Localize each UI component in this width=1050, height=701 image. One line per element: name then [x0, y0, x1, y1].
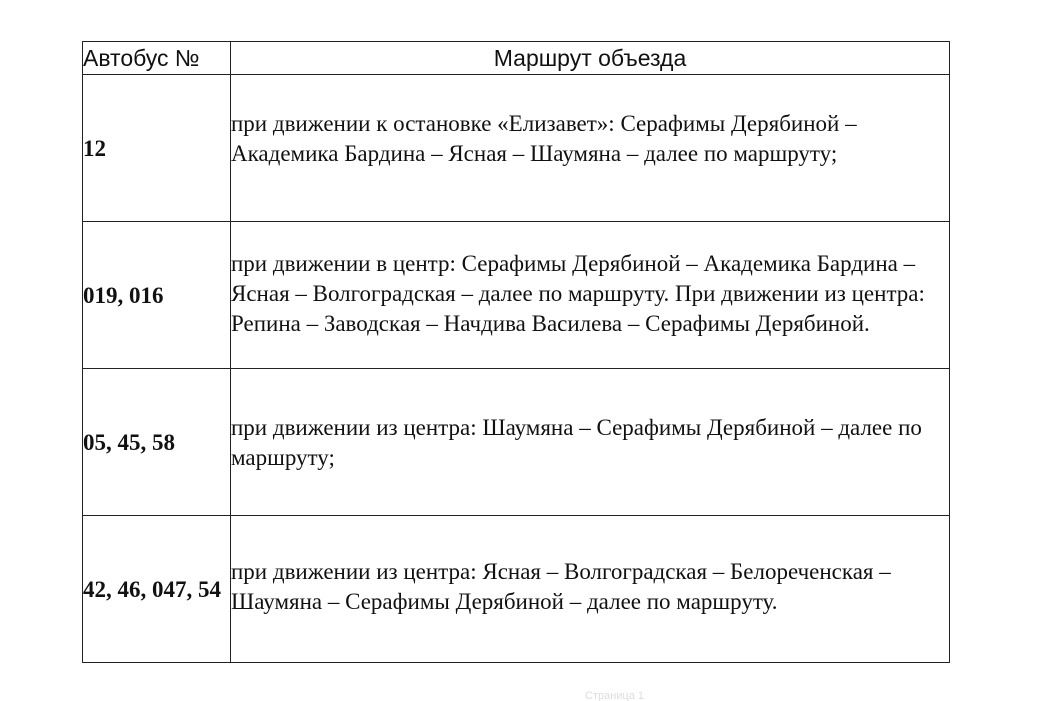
route-cell — [231, 516, 950, 663]
bus-number-cell: 12 — [83, 75, 231, 222]
header-bus-number: Автобус № — [83, 42, 231, 75]
page-number-footer: Страница 1 — [585, 690, 645, 701]
bus-number-cell: 019, 016 — [83, 222, 231, 369]
header-detour-route: Маршрут объезда — [231, 42, 950, 75]
table-row — [83, 222, 950, 369]
route-text: при движении к остановке «Елизавет»: Серафимы Дерябиной – Академика Бардина – Ясная – Шаумяна – далее по маршруту; — [231, 111, 857, 166]
route-cell — [231, 369, 950, 516]
table-row — [83, 75, 950, 222]
route-text: при движении из центра: Шаумяна – Серафимы Дерябиной – далее по маршруту; — [231, 415, 922, 470]
route-text: при движении из центра: Ясная – Волгоградская – Белореченская – Шаумяна – Серафимы Дерябиной – далее по маршруту. — [231, 559, 891, 614]
bus-number-cell: 05, 45, 58 — [83, 369, 231, 516]
route-text: при движении в центр: Серафимы Дерябиной – Академика Бардина – Ясная – Волгоградская – далее по маршруту. При движении из центра: Репина – Заводская – Начдива Василева – Серафимы Дерябиной. — [231, 250, 925, 336]
route-cell — [231, 75, 950, 222]
table-row — [83, 369, 950, 516]
table-header-row — [83, 42, 950, 75]
bus-number-cell: 42, 46, 047, 54 — [83, 516, 231, 663]
route-cell — [231, 222, 950, 369]
detour-routes-table — [82, 41, 950, 663]
table-row — [83, 516, 950, 663]
